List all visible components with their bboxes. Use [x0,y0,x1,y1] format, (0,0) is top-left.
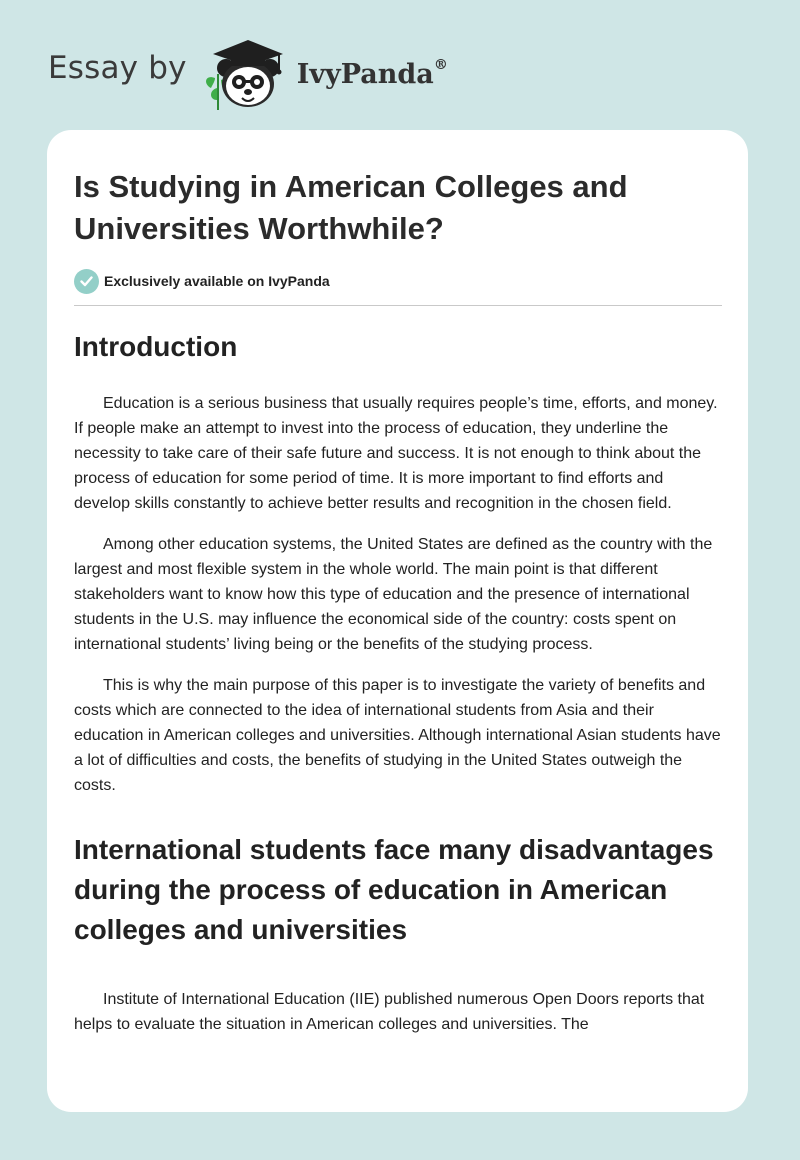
section-heading-introduction: Introduction [74,331,238,362]
paragraph: Among other education systems, the United States are defined as the country with the largest and most flexible system in the whole world. The main point is that different stakeholders want to know how this type of education and the presence of international students in the U.S. may influence the economical side of the country: costs spent on international students’ living being or the benefits of the studying process. [74,536,713,653]
site-header [48,34,448,110]
paragraph: This is why the main purpose of this paper is to investigate the variety of benefits and costs which are connected to the idea of international students from Asia and their education in American colleges and universities. Although international Asian students have a lot of difficulties and costs, the benefits of studying in the United States outweigh the costs. [74,677,721,794]
paragraph: Education is a serious business that usually requires people’s time, efforts, and money. If people make an attempt to invest into the process of education, they underline the necessity to take care of their safe future and success. It is not enough to think about the process of education for some period of time. It is more important to find efforts and develop skills constantly to achieve better results and recognition in the chosen field. [74,395,718,512]
essay-card [47,130,748,1112]
panda-graduate-logo-icon [201,34,293,110]
essay-by-label: Essay by [48,50,187,86]
exclusive-badge [74,268,722,294]
registered-mark: ® [433,56,448,73]
divider [74,305,722,306]
paragraph: Institute of International Education (IIE) published numerous Open Doors reports that helps to evaluate the situation in American colleges and universities. The [74,991,705,1033]
section-heading-disadvantages: International students face many disadvantages during the process of education in American colleges and universities [74,834,714,945]
brand-name: IvyPanda® [296,56,448,90]
check-circle-icon [74,269,99,294]
essay-title: Is Studying in American Colleges and Universities Worthwhile? [74,169,628,246]
exclusive-label: Exclusively available on IvyPanda [104,273,330,289]
ivypanda-logo[interactable] [201,34,448,110]
